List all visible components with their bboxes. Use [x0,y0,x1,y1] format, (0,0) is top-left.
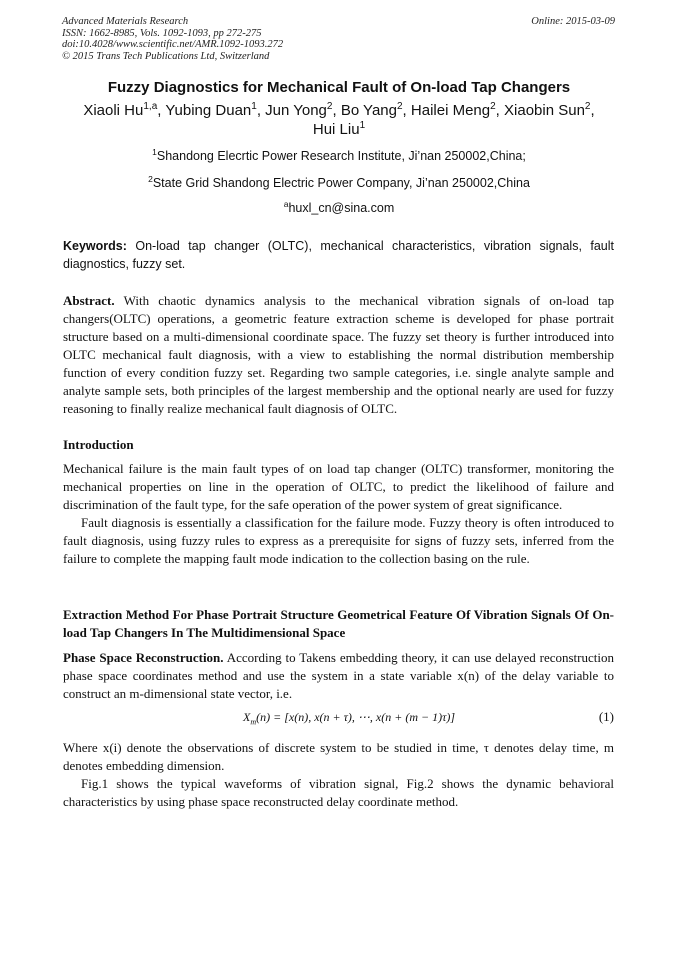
where-paragraph: Where x(i) denote the observations of discrete system to be studied in time, τ denotes delay time, m denotes embedding dimension. [63,740,614,773]
author: Hailei Meng$^2$, [410,101,505,119]
equation-number: (1) [598,709,614,724]
abstract-text: With chaotic dynamics analysis to the mechanical vibration signals of on-load tap changers(OLTC) operations, a geometric feature extraction scheme is developed for phase portrait structure based on a multi-dimensional coordinate space. The fuzzy set theory is further introduced into OLTC mechanical fault diagnosis, with a view to establishing the normal distribution membership function of every condition fuzzy set. Regarding two sample categories, i.e. single analyte sample and analyte sample sets, both principles of the largest membership and the optional nearly are used for fuzzy reasoning to finally realize mechanical fault diagnosis of OLTC. [63,293,614,416]
author: Hui Liu$^1$ [312,120,366,138]
keywords-label: Keywords: [63,239,127,253]
doi-line: doi:10.4028/www.scientific.net/AMR.1092-1093.272 [62,39,284,50]
paper-title: Fuzzy Diagnostics for Mechanical Fault of On-load Tap Changers [107,79,571,96]
online-date: Online: 2015-03-09 [531,16,615,27]
author: Yubing Duan$^1$, [165,101,266,119]
phase-space-label: Phase Space Reconstruction. [63,650,224,665]
affiliation-1: $^1$Shandong Elecrtic Power Research Institute, Ji’nan 250002,China; [152,146,526,163]
author: Bo Yang$^2$, [340,101,411,119]
journal-name: Advanced Materials Research [62,16,189,27]
author-list [48,101,630,139]
keywords-paragraph [63,237,614,273]
section-heading-extraction: Extraction Method For Phase Portrait Structure Geometrical Feature Of Vibration Signals Of On-load Tap Changers In The Multidimensional Space [63,607,614,640]
section-heading-introduction: Introduction [63,437,134,452]
phase-space-text: According to Takens embedding theory, it can use delayed reconstruction phase space coordinates method and use the system in a state variable x(n) of the delay variable to construct an m-dimensional state vector, i.e. [63,650,614,701]
journal-header [62,16,283,62]
intro-paragraph-2: Fault diagnosis is essentially a classification for the failure mode. Fuzzy theory is often introduced to fault diagnosis, using fuzzy rules to express as a prerequisite for signs of fuzzy sets, inferred from the failure to complete the mapping fault mode indication to the collection basing on the rule. [63,515,614,566]
abstract-paragraph [63,292,614,418]
phase-space-paragraph [63,649,614,703]
keywords-text: On-load tap changer (OLTC), mechanical characteristics, vibration signals, fault diagnostics, fuzzy set. [63,239,614,271]
author: Xiaoli Hu$^{1,a}$, [83,101,166,119]
author-email: $^a$huxl_cn@sina.com [283,198,395,215]
intro-paragraph-1: Mechanical failure is the main fault types of on load tap changer (OLTC) transformer, monitoring the mechanical properties on line in the operation of OLTC, to predict the likelihood of failure and discrimination of the fault type, for the safe operation of the power system of great significance. [63,461,614,512]
author: Jun Yong$^2$, [265,101,341,119]
abstract-label: Abstract. [63,293,115,308]
copyright-line: © 2015 Trans Tech Publications Ltd, Switzerland [62,50,270,62]
equation-body: $X_m(n) = [x(n)$, x(n + τ), ⋯, x(n + (m − 1)τ)] [243,710,456,727]
issn-line: ISSN: 1662-8985, Vols. 1092-1093, pp 272-275 [62,27,262,39]
author: Xiaobin Sun$^2$, [504,101,595,119]
figure-reference-paragraph: Fig.1 shows the typical waveforms of vibration signal, Fig.2 shows the dynamic behavioral characteristics by using phase space reconstructed delay coordinate method. [63,776,614,809]
affiliation-2: $^2$State Grid Shandong Electric Power Company, Ji’nan 250002,China [148,173,530,190]
